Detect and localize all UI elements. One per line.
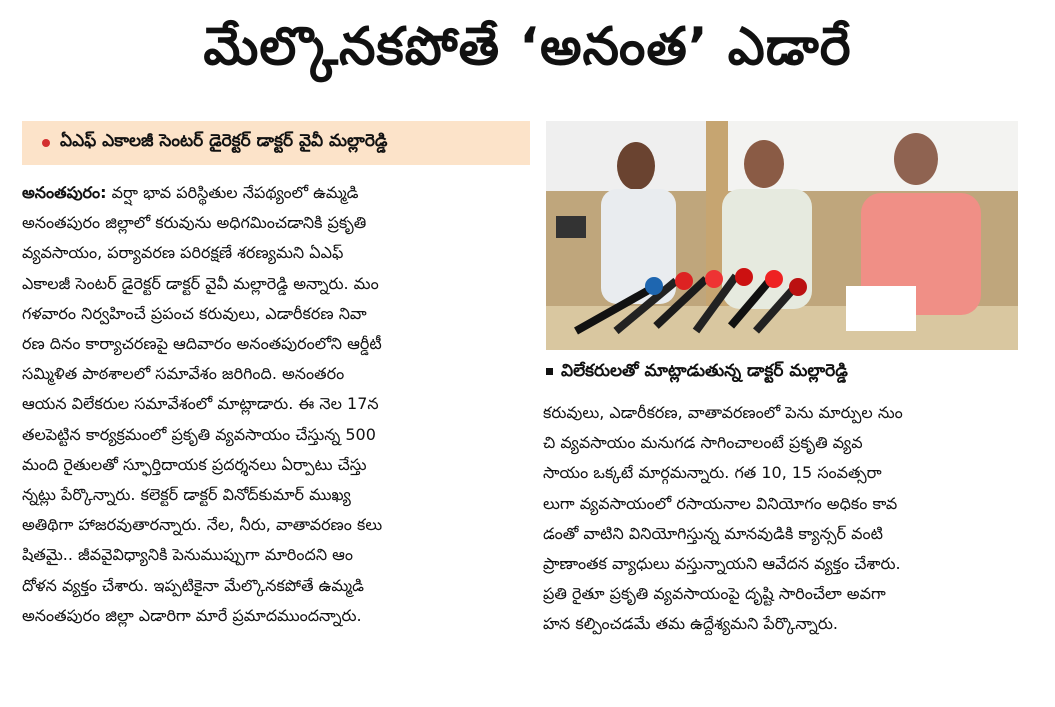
article-line-1 (22, 178, 530, 208)
dateline: అనంతపురం: (22, 183, 107, 202)
article-line: షితమై.. జీవవైవిధ్యానికి పెనుముప్పుగా మారిందని ఆం (22, 545, 354, 565)
article-line: వ్యవసాయం, పర్యావరణ పరిరక్షణే శరణ్యమని ఏఎఫ్ (22, 243, 344, 263)
article-line: డంతో వాటిని వినియోగిస్తున్న మానవుడికి క్యాన్సర్ వంటి (543, 523, 883, 543)
article-line: అనంతపురం జిల్లాలో కరువును అధిగమించడానికి ప్రకృతి (22, 213, 367, 233)
article-line: లుగా వ్యవసాయంలో రసాయనాల వినియోగం అధికం కావ (543, 493, 898, 513)
caption-text: విలేకరులతో మాట్లాడుతున్న డాక్టర్ మల్లారెడ్డి (561, 361, 848, 381)
subheadline-text: ఏఎఫ్ ఎకాలజీ సెంటర్ డైరెక్టర్ డాక్టర్ వైవీ మల్లారెడ్డి (60, 131, 388, 151)
press-meet-photo (546, 121, 1018, 350)
article-right-column (543, 398, 1021, 640)
article-left-column (22, 178, 530, 631)
press-meet-illustration (546, 121, 1018, 350)
article-line: ఆయన విలేకరుల సమావేశంలో మాట్లాడారు. ఈ నెల 17న (22, 394, 379, 414)
article-line: రణ దినం కార్యాచరణపై ఆదివారం అనంతపురంలోని ఆర్డీటీ (22, 334, 382, 354)
photo-caption (546, 354, 1018, 388)
article-line: ప్రాణాంతక వ్యాధులు వస్తున్నాయని ఆవేదన వ్యక్తం చేశారు. (543, 554, 901, 574)
article-line: సమ్మిళిత పాఠశాలలో సమావేశం జరిగింది. అనంతరం (22, 364, 345, 384)
article-line: మంది రైతులతో స్ఫూర్తిదాయక ప్రదర్శనలు ఏర్పాటు చేస్తు (22, 454, 367, 474)
article-line: న్నట్లు పేర్కొన్నారు. కలెక్టర్ డాక్టర్ వినోద్‌కుమార్ ముఖ్య (22, 485, 351, 505)
subheadline-banner (22, 121, 530, 165)
article-line: ప్రతి రైతూ ప్రకృతి వ్యవసాయంపై దృష్టి సారించేలా అవగా (543, 584, 886, 604)
caption-square-icon (546, 368, 553, 375)
article-line: హన కల్పించడమే తమ ఉద్దేశ్యమని పేర్కొన్నారు. (543, 614, 838, 634)
article-line: దోళన వ్యక్తం చేశారు. ఇప్పటికైనా మేల్కొనకపోతే ఉమ్మడి (22, 575, 364, 595)
article-line: సాయం ఒక్కటే మార్గమన్నారు. గత 10, 15 సంవత్సరా (543, 463, 882, 483)
article-line: కరువులు, ఎడారీకరణ, వాతావరణంలో పెను మార్పుల నుం (543, 403, 903, 422)
headline: మేల్కొనకపోతే ‘అనంత’ ఎడారే (203, 17, 852, 77)
article-line: ఎకాలజీ సెంటర్ డైరెక్టర్ డాక్టర్ వైవీ మల్లారెడ్డి అన్నారు. మం (22, 273, 379, 293)
article-line: తలపెట్టిన కార్యక్రమంలో ప్రకృతి వ్యవసాయం చేస్తున్న 500 (22, 424, 376, 444)
article-text: వర్షా భావ పరిస్థితుల నేపథ్యంలో ఉమ్మడి (111, 183, 359, 202)
bullet-icon (42, 139, 50, 147)
article-line: అనంతపురం జిల్లా ఎడారిగా మారే ప్రమాదముందన్నారు. (22, 605, 362, 625)
article-line: గళవారం నిర్వహించే ప్రపంచ కరువులు, ఎడారీకరణ నివా (22, 303, 367, 323)
article-line: చి వ్యవసాయం మనుగడ సాగించాలంటే ప్రకృతి వ్యవ (543, 433, 863, 453)
article-line: అతిథిగా హాజరవుతారన్నారు. నేల, నీరు, వాతావరణం కలు (22, 515, 383, 535)
